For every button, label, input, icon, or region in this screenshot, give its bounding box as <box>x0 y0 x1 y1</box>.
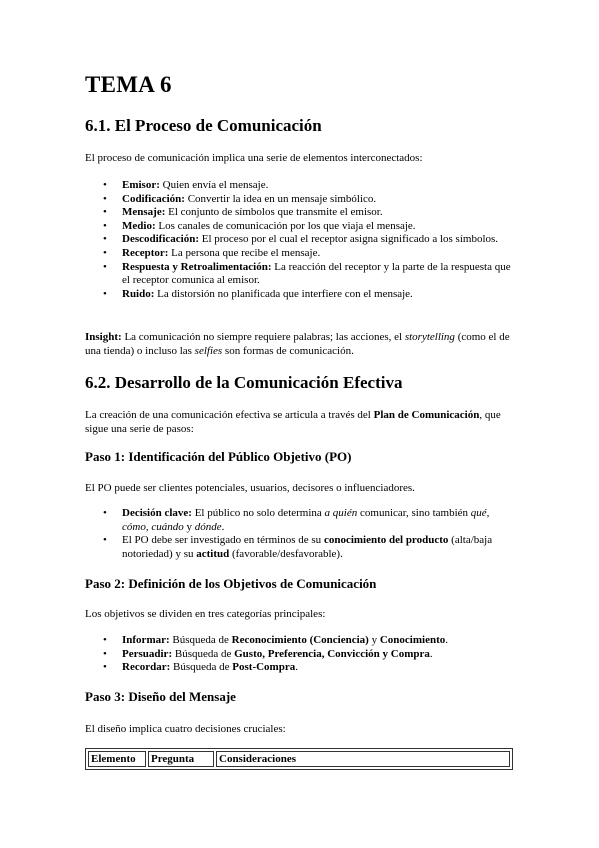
list-item: • El PO debe ser investigado en términos de su conocimiento del producto (alta/baja notoriedad) y su actitud (favorable/desfavorable). <box>85 534 515 561</box>
list-item: • Descodificación: El proceso por el cual el receptor asigna significado a los símbolos. <box>85 233 515 247</box>
message-design-table <box>85 748 513 770</box>
section-intro: La creación de una comunicación efectiva se articula a través del Plan de Comunicación, que sigue una serie de pasos: <box>85 409 501 435</box>
list-item: • Recordar: Búsqueda de Post-Compra. <box>85 661 515 675</box>
list-item: • Receptor: La persona que recibe el mensaje. <box>85 247 515 261</box>
table-header-cell: Consideraciones <box>216 751 510 767</box>
step-2-list <box>85 634 515 675</box>
list-item: • Medio: Los canales de comunicación por los que viaja el mensaje. <box>85 220 515 234</box>
table-header-cell: Elemento <box>88 751 146 767</box>
section-heading-6-2: 6.2. Desarrollo de la Comunicación Efectiva <box>85 373 403 392</box>
communication-elements-list <box>85 179 515 301</box>
list-item: • Ruido: La distorsión no planificada que interfiere con el mensaje. <box>85 288 515 302</box>
step-1-list <box>85 507 515 561</box>
section-intro: El proceso de comunicación implica una serie de elementos interconectados: <box>85 152 423 164</box>
page-title: TEMA 6 <box>85 72 172 97</box>
insight-paragraph: Insight: La comunicación no siempre requiere palabras; las acciones, el storytelling (como el de una tienda) o incluso las selfies son formas de comunicación. <box>85 331 510 357</box>
step-intro: El PO puede ser clientes potenciales, usuarios, decisores o influenciadores. <box>85 482 415 494</box>
section-heading-6-1: 6.1. El Proceso de Comunicación <box>85 116 322 135</box>
table-header-cell: Pregunta <box>148 751 214 767</box>
step-heading-2: Paso 2: Definición de los Objetivos de Comunicación <box>85 576 377 591</box>
list-item: • Codificación: Convertir la idea en un mensaje simbólico. <box>85 193 515 207</box>
list-item: • Informar: Búsqueda de Reconocimiento (Conciencia) y Conocimiento. <box>85 634 515 648</box>
step-heading-3: Paso 3: Diseño del Mensaje <box>85 689 236 704</box>
list-item: • Persuadir: Búsqueda de Gusto, Preferencia, Convicción y Compra. <box>85 648 515 662</box>
step-intro: El diseño implica cuatro decisiones cruciales: <box>85 723 286 735</box>
step-heading-1: Paso 1: Identificación del Público Objetivo (PO) <box>85 449 352 464</box>
list-item: • Emisor: Quien envía el mensaje. <box>85 179 515 193</box>
table-header-row <box>88 751 510 767</box>
list-item: • Mensaje: El conjunto de símbolos que transmite el emisor. <box>85 206 515 220</box>
step-intro: Los objetivos se dividen en tres categorías principales: <box>85 608 326 620</box>
list-item: • Respuesta y Retroalimentación: La reacción del receptor y la parte de la respuesta que el receptor comunica al emisor. <box>85 261 515 288</box>
list-item: • Decisión clave: El público no solo determina a quién comunicar, sino también qué, cómo, cuándo y dónde. <box>85 507 515 534</box>
